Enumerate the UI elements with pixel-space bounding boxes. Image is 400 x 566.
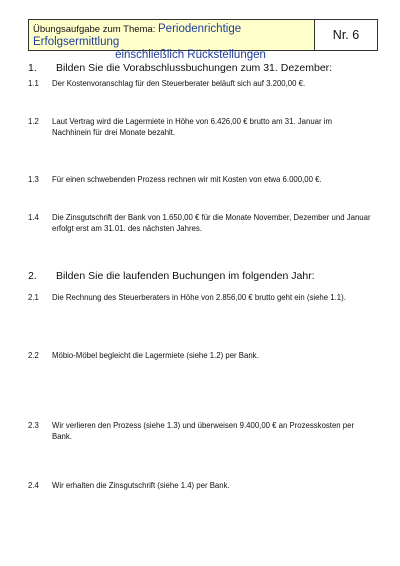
worksheet-header (28, 19, 378, 61)
task-1-3 (28, 174, 373, 185)
task-text: Die Zinsgutschrift der Bank von 1.650,00 € für die Monate November, Dezember und Januar erfolgt erst am 31.01. des nächsten Jahres. (52, 213, 371, 233)
task-text: Wir erhalten die Zinsgutschrift (siehe 1.4) per Bank. (52, 481, 230, 490)
task-number: 2.3 (28, 421, 39, 430)
header-topic-line1: Periodenrichtige Erfolgsermittlung (33, 23, 242, 48)
header-topic-line2: einschließlich Rückstellungen (115, 49, 266, 61)
task-number: 2.1 (28, 293, 39, 302)
task-1-1 (28, 78, 373, 89)
section-1-title: Bilden Sie die Vorabschlussbuchungen zum 31. Dezember: (56, 62, 333, 74)
task-text: Der Kostenvoranschlag für den Steuerberater beläuft sich auf 3.200,00 €. (52, 79, 306, 88)
task-text: Laut Vertrag wird die Lagermiete in Höhe von 6.426,00 € brutto am 31. Januar im Nachhinein für drei Monate bezahlt. (52, 117, 332, 137)
task-1-2 (28, 116, 373, 138)
task-text: Die Rechnung des Steuerberaters in Höhe von 2.856,00 € brutto geht ein (siehe 1.1). (52, 293, 346, 302)
task-text: Für einen schwebenden Prozess rechnen wir mit Kosten von etwa 6.000,00 €. (52, 175, 322, 184)
task-1-4 (28, 212, 373, 234)
header-prefix: Übungsaufgabe zum Thema: (33, 24, 156, 35)
task-number: 2.4 (28, 481, 39, 490)
exercise-number: Nr. 6 (332, 28, 360, 42)
task-number: 1.4 (28, 213, 39, 222)
task-number: 1.3 (28, 175, 39, 184)
header-title-box (29, 20, 315, 61)
task-number: 2.2 (28, 351, 39, 360)
task-2-4 (28, 480, 373, 491)
task-text: Wir verlieren den Prozess (siehe 1.3) und überweisen 9.400,00 € an Prozesskosten per Bank. (52, 421, 355, 441)
task-text: Möbio-Möbel begleicht die Lagermiete (siehe 1.2) per Bank. (52, 351, 259, 360)
task-2-1 (28, 292, 373, 303)
task-number: 1.2 (28, 117, 39, 126)
section-2-title: Bilden Sie die laufenden Buchungen im folgenden Jahr: (56, 270, 315, 282)
task-2-2 (28, 350, 373, 361)
section-1-number: 1. (28, 62, 37, 74)
section-2-number: 2. (28, 270, 37, 282)
section-1-heading (28, 62, 332, 74)
task-number: 1.1 (28, 79, 39, 88)
section-2-heading (28, 270, 315, 282)
task-2-3 (28, 420, 373, 442)
